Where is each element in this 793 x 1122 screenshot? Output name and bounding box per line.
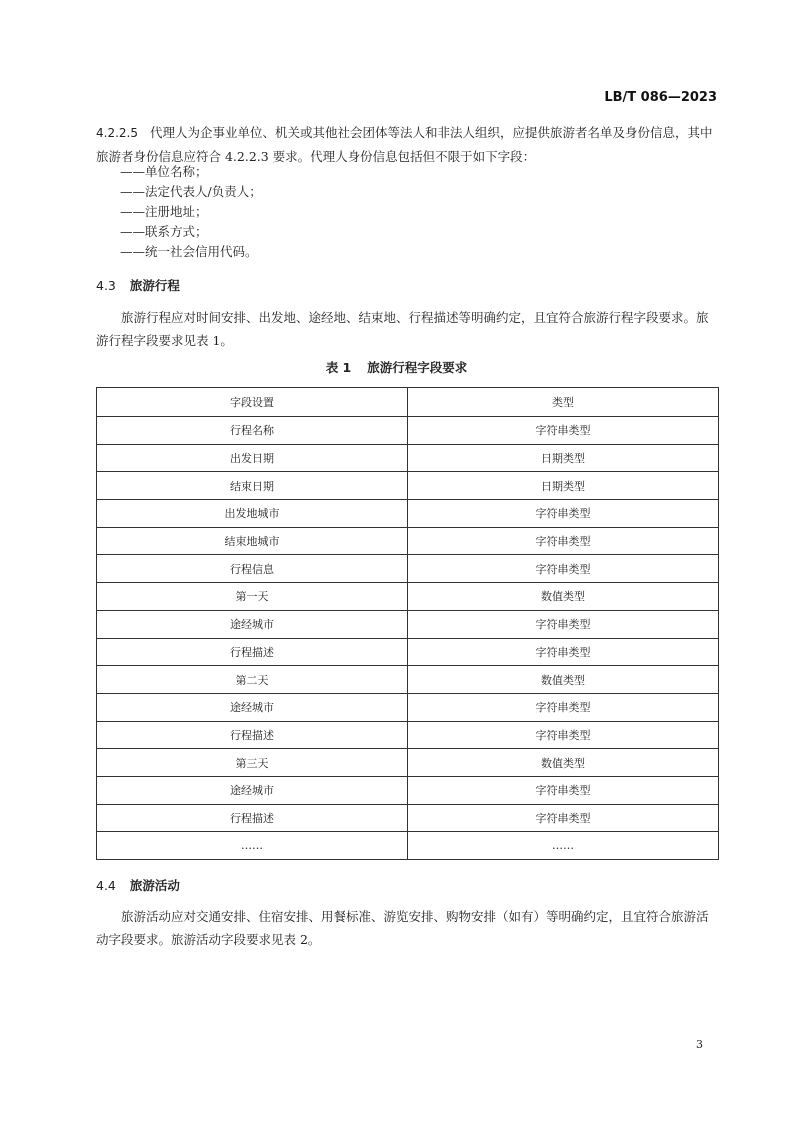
type-cell: 数值类型 — [408, 583, 719, 611]
field-cell: 行程信息 — [97, 555, 408, 583]
section-number: 4.3 — [96, 278, 116, 293]
table-row — [97, 804, 719, 832]
type-cell: 字符串类型 — [408, 638, 719, 666]
type-cell: …… — [408, 832, 719, 860]
table-row — [97, 610, 719, 638]
type-cell: 字符串类型 — [408, 500, 719, 528]
field-cell: 行程描述 — [97, 804, 408, 832]
table-row — [97, 693, 719, 721]
clause-text: 代理人为企事业单位、机关或其他社会团体等法人和非法人组织，应提供旅游者名单及身份信息，其中旅游者身份信息应符合 4.2.2.3 要求。代理人身份信息包括但不限于如下字段： — [96, 125, 713, 164]
table-caption-label: 表 1 — [325, 360, 352, 375]
type-cell: 字符串类型 — [408, 555, 719, 583]
table-row — [97, 749, 719, 777]
section-heading-4-3 — [96, 276, 180, 294]
table-row — [97, 472, 719, 500]
agent-info-field-list — [120, 162, 262, 262]
list-item: ——注册地址； — [120, 204, 208, 219]
type-cell: 数值类型 — [408, 666, 719, 694]
field-cell: 第一天 — [97, 583, 408, 611]
field-cell: 结束日期 — [97, 472, 408, 500]
section-title: 旅游活动 — [129, 878, 180, 893]
field-cell: 途经城市 — [97, 776, 408, 804]
field-cell: 出发地城市 — [97, 500, 408, 528]
table-row — [97, 500, 719, 528]
table-row — [97, 666, 719, 694]
field-cell: 途经城市 — [97, 610, 408, 638]
page-number: 3 — [696, 1038, 703, 1051]
type-cell: 日期类型 — [408, 472, 719, 500]
field-cell: 途经城市 — [97, 693, 408, 721]
field-cell: 第三天 — [97, 749, 408, 777]
header-field-setting: 字段设置 — [97, 388, 408, 417]
list-item: ——联系方式； — [120, 224, 208, 239]
table-header-row — [97, 388, 719, 417]
table-row — [97, 776, 719, 804]
type-cell: 字符串类型 — [408, 610, 719, 638]
field-cell: 行程描述 — [97, 721, 408, 749]
table-row — [97, 444, 719, 472]
table-row — [97, 832, 719, 860]
field-cell: 结束地城市 — [97, 527, 408, 555]
table-row — [97, 638, 719, 666]
type-cell: 字符串类型 — [408, 527, 719, 555]
list-item: ——法定代表人/负责人； — [120, 184, 262, 199]
table-row — [97, 527, 719, 555]
field-cell: 出发日期 — [97, 444, 408, 472]
type-cell: 字符串类型 — [408, 693, 719, 721]
table-row — [97, 555, 719, 583]
table-row — [97, 721, 719, 749]
type-cell: 字符串类型 — [408, 776, 719, 804]
field-cell: 行程描述 — [97, 638, 408, 666]
table-caption — [0, 358, 793, 376]
section-number: 4.4 — [96, 878, 116, 893]
type-cell: 字符串类型 — [408, 417, 719, 445]
itinerary-fields-table — [96, 387, 719, 860]
standard-code: LB/T 086—2023 — [604, 90, 717, 105]
type-cell: 字符串类型 — [408, 721, 719, 749]
clause-4-2-2-5 — [96, 121, 720, 168]
type-cell: 字符串类型 — [408, 804, 719, 832]
type-cell: 数值类型 — [408, 749, 719, 777]
field-cell: …… — [97, 832, 408, 860]
field-cell: 行程名称 — [97, 417, 408, 445]
table-row — [97, 417, 719, 445]
section-title: 旅游行程 — [129, 278, 180, 293]
section-heading-4-4 — [96, 876, 180, 894]
section-4-4-body: 旅游活动应对交通安排、住宿安排、用餐标准、游览安排、购物安排（如有）等明确约定，且宜符合旅游活动字段要求。旅游活动字段要求见表 2。 — [96, 909, 709, 947]
list-item: ——单位名称； — [120, 164, 208, 179]
list-item: ——统一社会信用代码。 — [120, 244, 258, 259]
section-4-3-body: 旅游行程应对时间安排、出发地、途经地、结束地、行程描述等明确约定，且宜符合旅游行程字段要求。旅游行程字段要求见表 1。 — [96, 310, 709, 348]
type-cell: 日期类型 — [408, 444, 719, 472]
field-cell: 第二天 — [97, 666, 408, 694]
header-type: 类型 — [408, 388, 719, 417]
table-caption-title: 旅游行程字段要求 — [367, 360, 468, 375]
clause-number: 4.2.2.5 — [96, 126, 138, 140]
table-row — [97, 583, 719, 611]
